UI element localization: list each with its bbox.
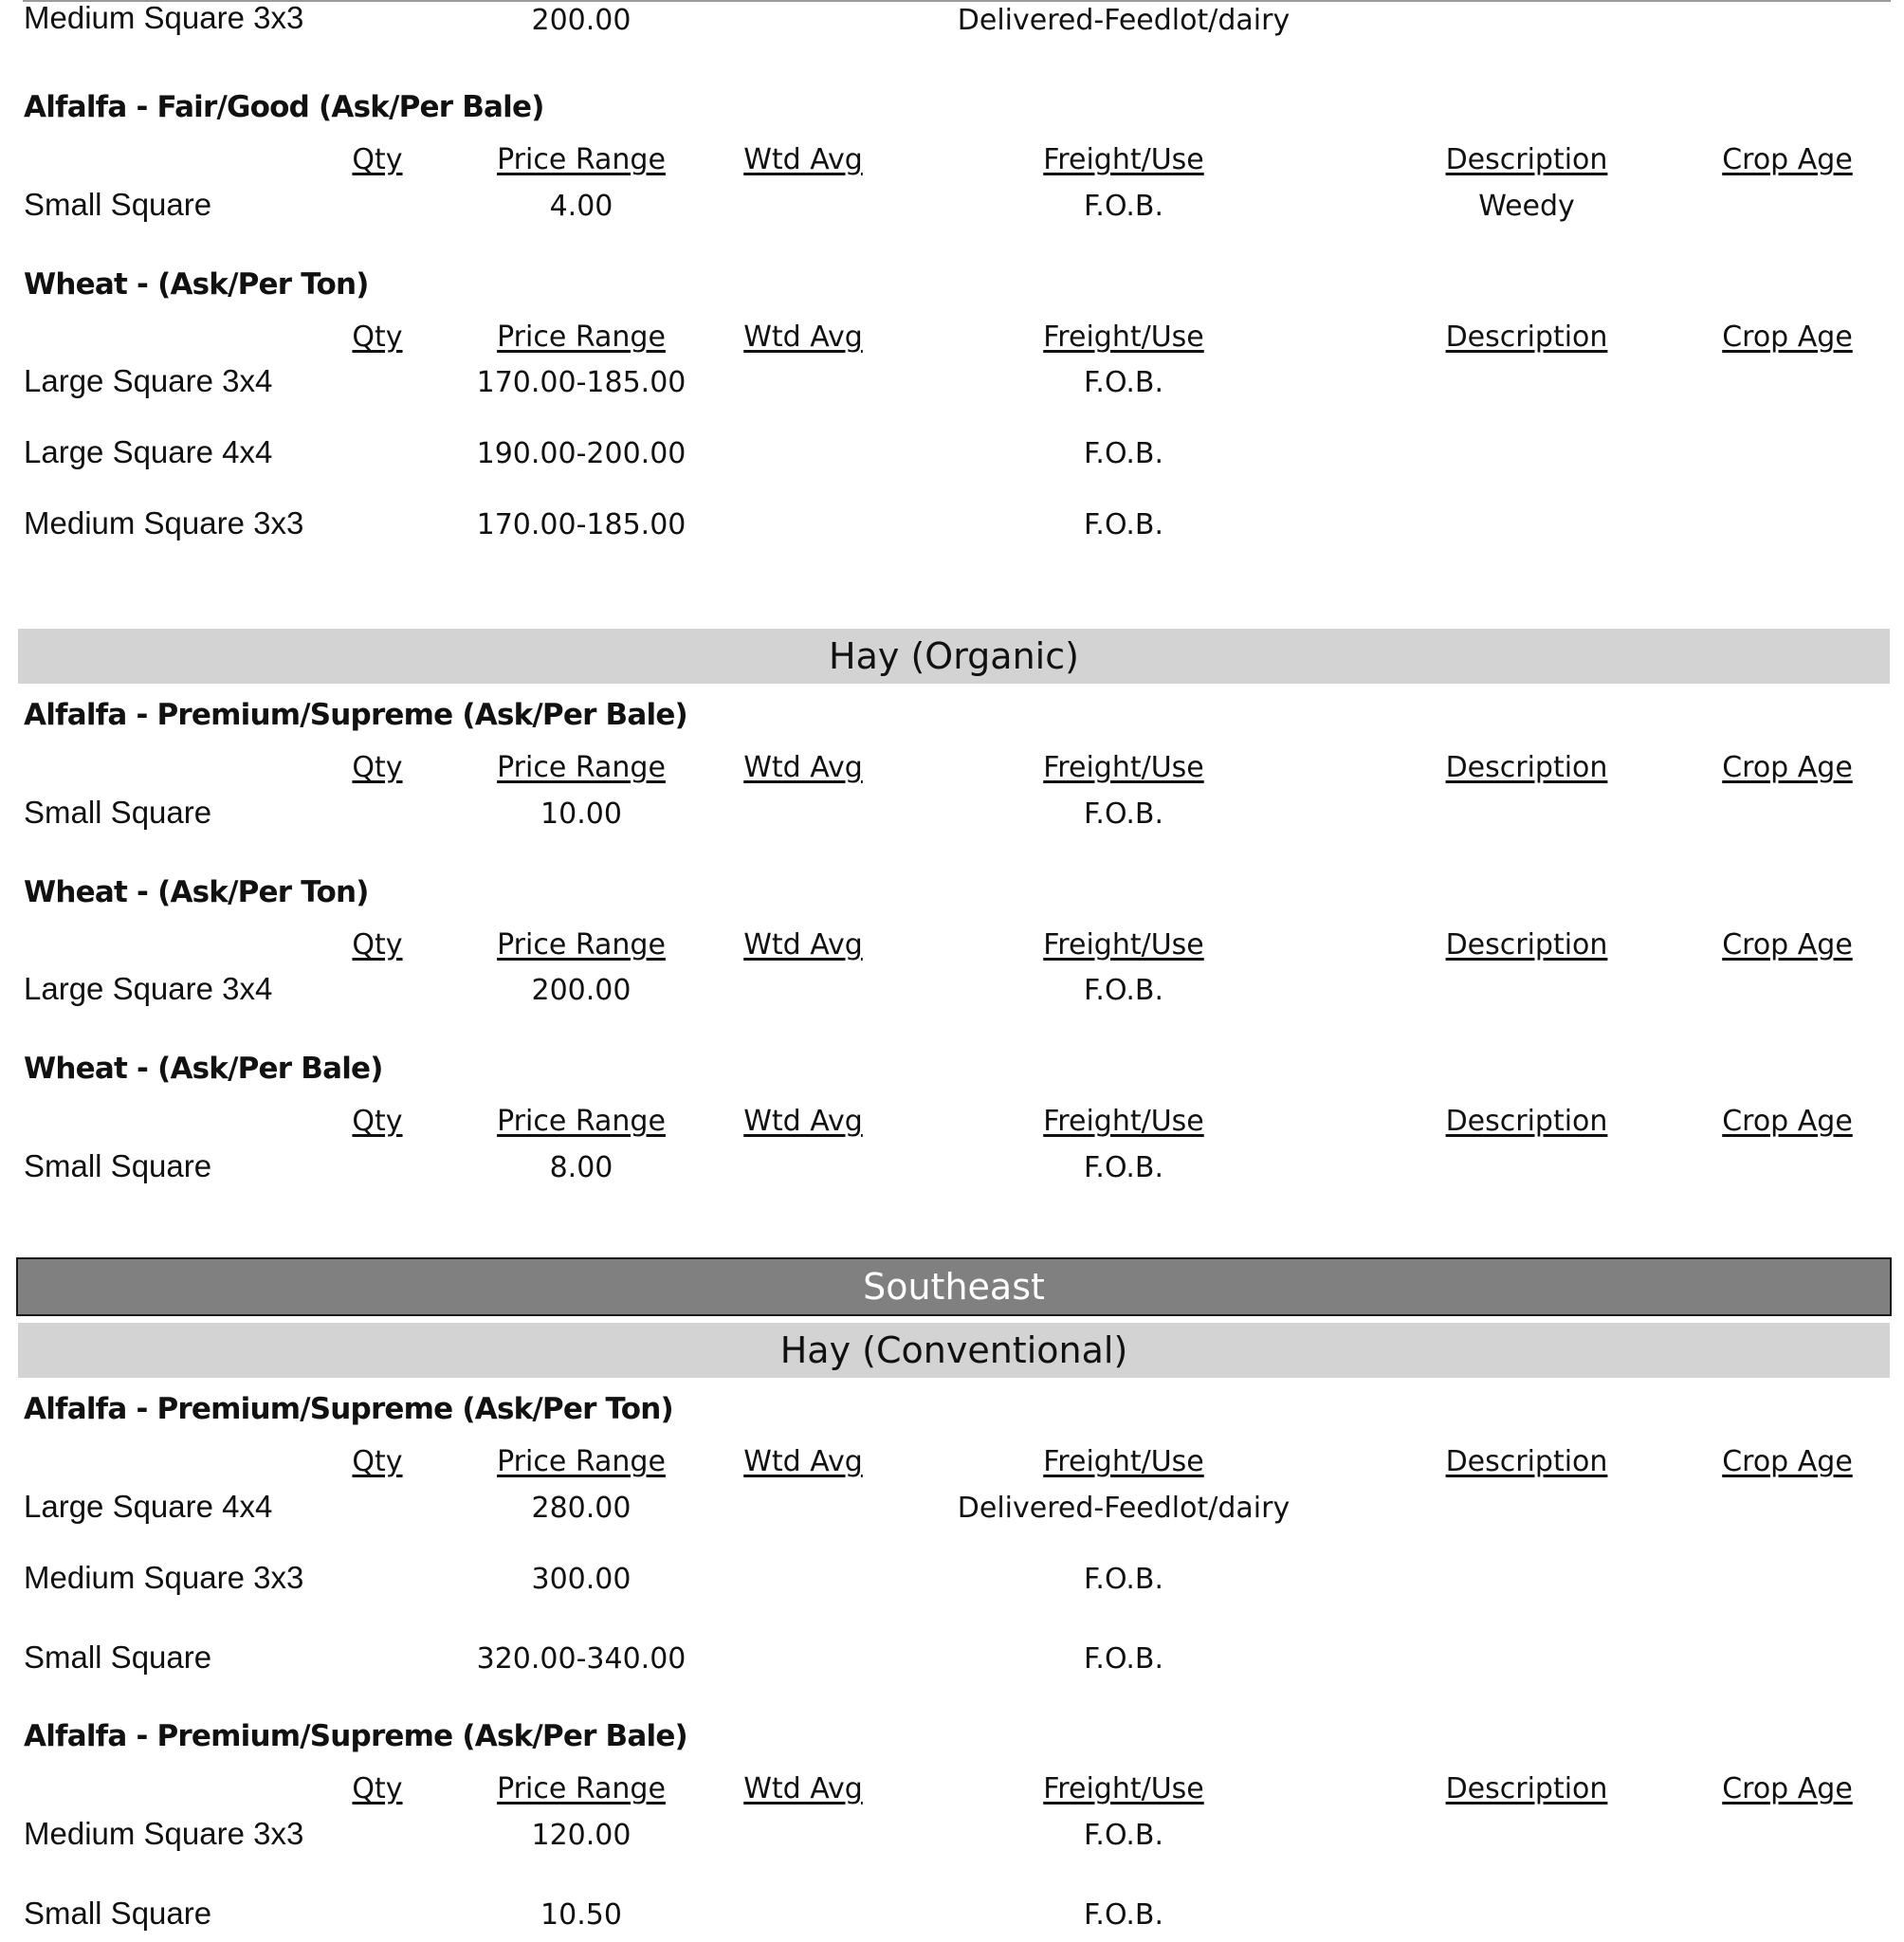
row-freight: F.O.B. — [1083, 797, 1164, 831]
row-freight: F.O.B. — [1083, 437, 1164, 470]
row-freight: Delivered-Feedlot/dairy — [957, 1492, 1291, 1525]
group-title: Wheat - (Ask/Per Bale) — [24, 1052, 383, 1086]
row-item: Large Square 3x4 — [24, 971, 273, 1006]
header-qty: Qty — [352, 143, 403, 176]
row-item: Medium Square 3x3 — [24, 1816, 304, 1851]
header-wtd-avg: Wtd Avg — [743, 143, 863, 176]
header-freight-use: Freight/Use — [1043, 751, 1204, 784]
group-title: Alfalfa - Premium/Supreme (Ask/Per Bale) — [24, 1719, 687, 1753]
row-freight: F.O.B. — [1083, 1819, 1164, 1852]
header-qty: Qty — [352, 321, 403, 354]
header-qty: Qty — [352, 1772, 403, 1805]
row-item: Large Square 3x4 — [24, 363, 273, 398]
row-freight: F.O.B. — [1083, 190, 1164, 223]
row-freight: Delivered-Feedlot/dairy — [957, 4, 1291, 37]
row-price: 8.00 — [549, 1151, 613, 1184]
header-price-range: Price Range — [497, 321, 666, 354]
row-price: 4.00 — [549, 190, 613, 223]
row-item: Medium Square 3x3 — [24, 1560, 304, 1595]
row-price: 300.00 — [531, 1563, 632, 1596]
header-qty: Qty — [352, 1105, 403, 1138]
row-price: 200.00 — [531, 974, 632, 1007]
header-description: Description — [1445, 1105, 1608, 1138]
row-freight: F.O.B. — [1083, 508, 1164, 541]
header-qty: Qty — [352, 1445, 403, 1478]
header-price-range: Price Range — [497, 751, 666, 784]
row-item: Medium Square 3x3 — [24, 505, 304, 540]
region-band-southeast: Southeast — [16, 1257, 1892, 1316]
row-item: Small Square — [24, 795, 212, 830]
header-description: Description — [1445, 143, 1608, 176]
header-wtd-avg: Wtd Avg — [743, 1105, 863, 1138]
header-description: Description — [1445, 928, 1608, 962]
header-price-range: Price Range — [497, 1445, 666, 1478]
row-price: 320.00-340.00 — [476, 1642, 687, 1676]
header-crop-age: Crop Age — [1722, 143, 1853, 176]
group-title: Wheat - (Ask/Per Ton) — [24, 267, 369, 302]
row-freight: F.O.B. — [1083, 1151, 1164, 1184]
group-title: Wheat - (Ask/Per Ton) — [24, 875, 369, 909]
row-price: 10.00 — [540, 797, 622, 831]
header-crop-age: Crop Age — [1722, 751, 1853, 784]
row-item: Large Square 4x4 — [24, 1489, 273, 1524]
header-wtd-avg: Wtd Avg — [743, 1772, 863, 1805]
section-band-conventional: Hay (Conventional) — [18, 1323, 1890, 1378]
header-crop-age: Crop Age — [1722, 1105, 1853, 1138]
row-freight: F.O.B. — [1083, 974, 1164, 1007]
header-crop-age: Crop Age — [1722, 1445, 1853, 1478]
row-price: 190.00-200.00 — [476, 437, 687, 470]
row-price: 200.00 — [531, 4, 632, 37]
row-item: Small Square — [24, 1640, 212, 1675]
row-price: 280.00 — [531, 1492, 632, 1525]
header-freight-use: Freight/Use — [1043, 1445, 1204, 1478]
row-price: 10.50 — [540, 1898, 622, 1932]
header-description: Description — [1445, 751, 1608, 784]
header-price-range: Price Range — [497, 143, 666, 176]
row-item: Small Square — [24, 1896, 212, 1931]
header-crop-age: Crop Age — [1722, 928, 1853, 962]
row-price: 170.00-185.00 — [476, 508, 687, 541]
header-price-range: Price Range — [497, 928, 666, 962]
header-qty: Qty — [352, 928, 403, 962]
header-freight-use: Freight/Use — [1043, 1105, 1204, 1138]
header-freight-use: Freight/Use — [1043, 1772, 1204, 1805]
header-freight-use: Freight/Use — [1043, 143, 1204, 176]
header-wtd-avg: Wtd Avg — [743, 1445, 863, 1478]
row-item: Large Square 4x4 — [24, 434, 273, 469]
row-item: Medium Square 3x3 — [24, 0, 304, 35]
header-freight-use: Freight/Use — [1043, 321, 1204, 354]
header-price-range: Price Range — [497, 1772, 666, 1805]
header-description: Description — [1445, 321, 1608, 354]
section-band-organic: Hay (Organic) — [18, 629, 1890, 684]
group-title: Alfalfa - Premium/Supreme (Ask/Per Bale) — [24, 698, 687, 732]
row-price: 170.00-185.00 — [476, 366, 687, 399]
row-freight: F.O.B. — [1083, 366, 1164, 399]
header-description: Description — [1445, 1445, 1608, 1478]
group-title: Alfalfa - Fair/Good (Ask/Per Bale) — [24, 90, 544, 124]
header-wtd-avg: Wtd Avg — [743, 751, 863, 784]
row-freight: F.O.B. — [1083, 1563, 1164, 1596]
row-description: Weedy — [1478, 190, 1575, 223]
row-item: Small Square — [24, 1148, 212, 1183]
group-title: Alfalfa - Premium/Supreme (Ask/Per Ton) — [24, 1392, 673, 1426]
header-crop-age: Crop Age — [1722, 321, 1853, 354]
header-freight-use: Freight/Use — [1043, 928, 1204, 962]
header-wtd-avg: Wtd Avg — [743, 321, 863, 354]
header-description: Description — [1445, 1772, 1608, 1805]
header-wtd-avg: Wtd Avg — [743, 928, 863, 962]
row-freight: F.O.B. — [1083, 1642, 1164, 1676]
row-price: 120.00 — [531, 1819, 632, 1852]
header-qty: Qty — [352, 751, 403, 784]
header-price-range: Price Range — [497, 1105, 666, 1138]
row-freight: F.O.B. — [1083, 1898, 1164, 1932]
row-item: Small Square — [24, 187, 212, 222]
header-crop-age: Crop Age — [1722, 1772, 1853, 1805]
